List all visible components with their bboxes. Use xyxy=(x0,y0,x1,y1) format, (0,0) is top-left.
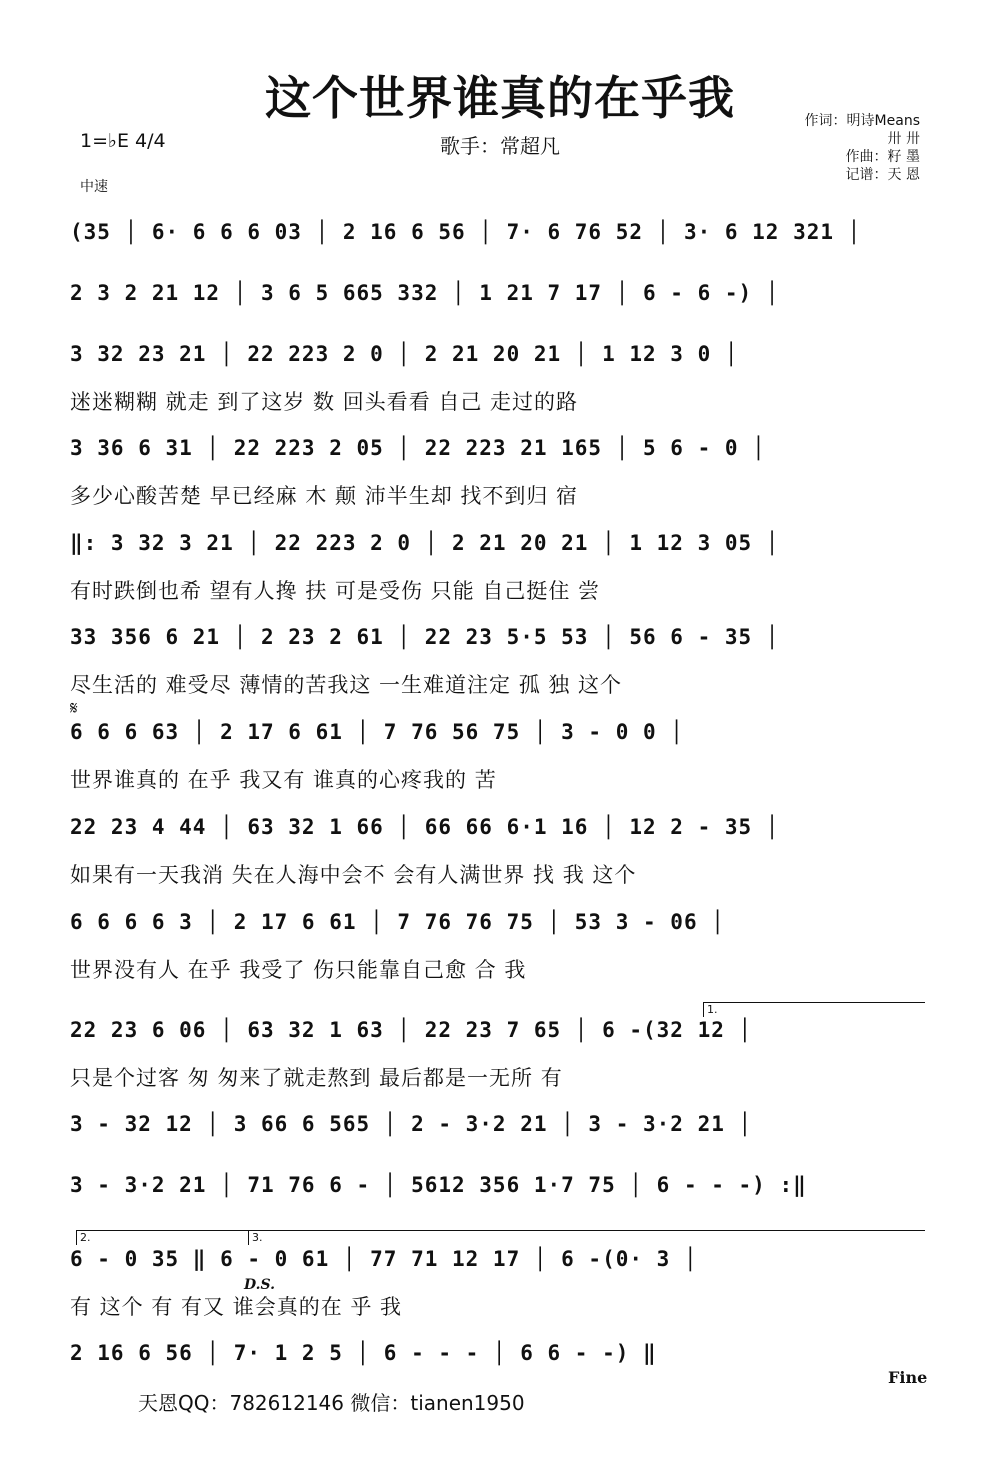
notation-row: 2 3 2 21 12 │ 3 6 5 665 332 │ 1 21 7 17 │ 6 - 6 -) │ xyxy=(70,281,780,305)
volta-1: 1. xyxy=(703,1002,925,1017)
notation-row: 6 6 6 6 3 │ 2 17 6 61 │ 7 76 76 75 │ 53 3 - 06 │ xyxy=(70,910,725,934)
co-lyricist-credit: 卅 卅 xyxy=(887,131,920,147)
transcriber-credit: 记谱：天 恩 xyxy=(845,167,920,183)
notation-row: (35 │ 6· 6 6 6 03 │ 2 16 6 56 │ 7· 6 76 52 │ 3· 6 12 321 │ xyxy=(70,220,862,244)
lyricist-credit: 作词：明诗Means xyxy=(804,113,920,129)
lyrics-row: 世界谁真的 在乎 我又有 谁真的心疼我的 苦 xyxy=(70,768,497,792)
credits-block xyxy=(805,112,920,184)
notation-row: 22 23 4 44 │ 63 32 1 66 │ 66 66 6·1 16 │ 12 2 - 35 │ xyxy=(70,815,780,839)
segno-sign: 𝄋 xyxy=(70,698,78,719)
lyrics-row: 多少心酸苦楚 早已经麻 木 颠 沛半生却 找不到归 宿 xyxy=(70,484,579,508)
notation-row: 3 - 32 12 │ 3 66 6 565 │ 2 - 3·2 21 │ 3 - 3·2 21 │ xyxy=(70,1112,753,1136)
notation-row: 2 16 6 56 │ 7· 1 2 5 │ 6 - - - │ 6 6 - -) ‖ xyxy=(70,1341,657,1365)
singer-label: 歌手：常超凡 xyxy=(440,134,560,158)
composer-credit: 作曲：籽 墨 xyxy=(845,149,920,165)
lyrics-row: 有时跌倒也希 望有人搀 扶 可是受伤 只能 自己挺住 尝 xyxy=(70,579,601,603)
volta-3: 3. xyxy=(248,1230,925,1245)
lyrics-row: 有 这个 有 有又 谁会真的在 乎 我 xyxy=(70,1295,403,1319)
lyrics-row: 只是个过客 匆 匆来了就走熬到 最后都是一无所 有 xyxy=(70,1066,563,1090)
notation-row: 3 - 3·2 21 │ 71 76 6 - │ 5612 356 1·7 75 │ 6 - - -) :‖ xyxy=(70,1173,807,1197)
fine-marking: Fine xyxy=(888,1368,928,1387)
lyrics-row: 尽生活的 难受尽 薄情的苦我这 一生难道注定 孤 独 这个 xyxy=(70,673,623,697)
notation-row: 3 32 23 21 │ 22 223 2 0 │ 2 21 20 21 │ 1 12 3 0 │ xyxy=(70,342,739,366)
lyrics-row: 如果有一天我消 失在人海中会不 会有人满世界 找 我 这个 xyxy=(70,863,637,887)
song-title: 这个世界谁真的在乎我 xyxy=(265,71,735,125)
notation-row: 33 356 6 21 │ 2 23 2 61 │ 22 23 5·5 53 │ 56 6 - 35 │ xyxy=(70,625,780,649)
volta-2: 2. xyxy=(76,1230,248,1245)
notation-row: 6 6 6 63 │ 2 17 6 61 │ 7 76 56 75 │ 3 - 0 0 │ xyxy=(70,720,684,744)
notation-row: ‖: 3 32 3 21 │ 22 223 2 0 │ 2 21 20 21 │ 1 12 3 05 │ xyxy=(70,531,780,555)
notation-row: 3 36 6 31 │ 22 223 2 05 │ 22 223 21 165 │ 5 6 - 0 │ xyxy=(70,436,766,460)
ds-marking: D.S. xyxy=(244,1277,276,1293)
contact-footer: 天恩QQ：782612146 微信：tianen1950 xyxy=(138,1391,525,1415)
tempo-marking: 中速 xyxy=(80,179,108,195)
key-signature: 1=♭E 4/4 xyxy=(80,130,166,152)
notation-row: 6 - 0 35 ‖ 6 - 0 61 │ 77 71 12 17 │ 6 -(0· 3 │ xyxy=(70,1247,698,1271)
lyrics-row: 迷迷糊糊 就走 到了这岁 数 回头看看 自己 走过的路 xyxy=(70,390,579,414)
notation-row: 22 23 6 06 │ 63 32 1 63 │ 22 23 7 65 │ 6 -(32 12 │ xyxy=(70,1018,753,1042)
lyrics-row: 世界没有人 在乎 我受了 伤只能靠自己愈 合 我 xyxy=(70,958,527,982)
